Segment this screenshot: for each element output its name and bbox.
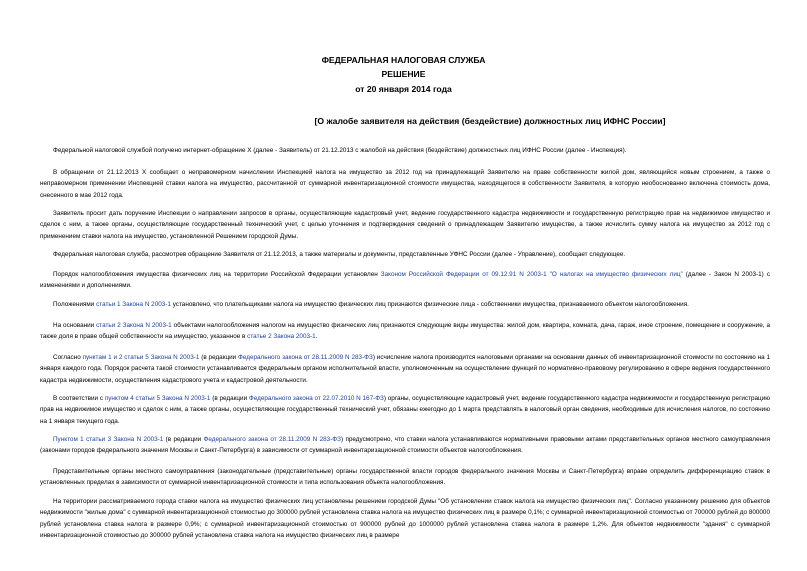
paragraph-text: . xyxy=(315,333,318,341)
paragraph: В обращении от 21.12.2013 Х сообщает о неправомерном начислении Инспекцией налога на имущество за 2012 год на принадлежащий Заявителю на праве собственности жилой дом, являющийся новым строением, а также о неправомерном применении Инспекцией ставки налога на имущество, рассчитанной от суммарной инвентаризационной стоимости имущества, находящегося в собственности Заявителя, в которую необоснованно включена стоимость дома, снесенного в мае 2012 года. xyxy=(40,169,770,199)
paragraph-text: В соответствии с xyxy=(53,395,105,402)
paragraph xyxy=(40,269,770,292)
paragraph-text: (в редакции xyxy=(163,436,204,443)
article-5-p1-2-link[interactable]: пунктам 1 и 2 статьи 5 Закона N 2003-1 xyxy=(82,354,200,361)
paragraph-text: (в редакции xyxy=(210,395,249,402)
article-3-p1-link[interactable]: Пунктом 1 статьи 3 Закона N 2003-1 xyxy=(53,436,164,443)
paragraph-text: ) предусмотрено, что ставки налога устанавливаются нормативными правовыми актами представительных органов местного самоуправления (законами городов федерального значения Москвы и Санкт-Петербурга) в зависимости от суммарной инвентаризационной стоимости объектов налогообложения. xyxy=(40,436,771,455)
article-1-link[interactable]: статьи 1 Закона N 2003-1 xyxy=(96,301,171,308)
paragraph-text: установлено, что плательщиками налога на имущество физических лиц признаются физические лица - собственники имущества, признаваемого объектом налогообложения. xyxy=(170,301,689,308)
article-2-link[interactable]: статьи 2 Закона N 2003-1 xyxy=(96,322,172,329)
paragraph xyxy=(40,352,770,386)
paragraph-text: объектами налогообложения налогом на имущество физических лиц признаются следующие виды имущества: жилой дом, квартира, комната, дача, гараж, иное строение, помещение и сооружение, а также доля в праве общей собственности на имущество, указанное в xyxy=(40,322,770,341)
paragraph xyxy=(40,393,770,427)
paragraph xyxy=(40,434,770,457)
paragraph-text: Положениями xyxy=(53,301,97,308)
paragraph-text: (далее - Закон N 2003-1) с изменениями и дополнениями. xyxy=(40,271,770,290)
article-5-p4-link[interactable]: пунктом 4 статьи 5 Закона N 2003-1 xyxy=(104,395,211,402)
doc-type: РЕШЕНИЕ xyxy=(381,69,426,79)
agency-name: ФЕДЕРАЛЬНАЯ НАЛОГОВАЯ СЛУЖБА xyxy=(321,55,486,65)
paragraph xyxy=(40,299,770,310)
paragraph-text: ) исчисление налога производится налоговыми органами на основании данных об инвентаризационной стоимости по состоянию на 1 января каждого года. Порядок расчета такой стоимости устанавливается федеральным органом исполнительной власти, уполномоченным на осуществление функций по нормативно-правовому регулированию в сфере ведения государственного кадастра недвижимости, осуществления кадастрового учета и кадастровой деятельности. xyxy=(40,354,770,384)
federal-law-283-fz-link-2[interactable]: Федерального закона от 28.11.2009 N 283-ФЗ xyxy=(203,436,341,443)
federal-law-167-fz-link[interactable]: Федерального закона от 22.07.2010 N 167-ФЗ xyxy=(248,395,384,402)
paragraph-text: (в редакции xyxy=(199,354,239,361)
article-2-law-2003-1-link[interactable]: статье 2 Закона 2003-1 xyxy=(247,333,316,341)
paragraph: Представительные органы местного самоуправления (законодательные (представительные) органы государственной власти городов федерального значения Москвы и Санкт-Петербурга) вправе определить дифференциацию ставок в установленных пределах в зависимости от суммарной инвентаризационной стоимости и типа использования объекта налогообложения. xyxy=(40,468,770,487)
law-2003-1-link[interactable]: Законом Российской Федерации от 09.12.91 N 2003-1 "О налогах на имущество физических лиц" xyxy=(380,271,683,278)
doc-title: [О жалобе заявителя на действия (бездействие) должностных лиц ИФНС России] xyxy=(314,116,666,126)
paragraph-text: ) органы, осуществляющие кадастровый учет, ведение государственного кадастра недвижимости и государственную регистрацию прав на недвижимое имущество и сделок с ним, а также органы, осуществляющие государственный технический учет, обязаны ежегодно до 1 марта представлять в налоговый орган сведения, необходимые для исчисления налогов, по состоянию на 1 января текущего года. xyxy=(40,395,770,425)
federal-law-283-fz-link[interactable]: Федерального закона от 28.11.2009 N 283-ФЗ xyxy=(238,354,373,361)
doc-date: от 20 января 2014 года xyxy=(355,84,452,94)
paragraph-text: Порядок налогообложения имущества физических лиц на территории Российской Федерации установлен xyxy=(53,271,381,278)
paragraph: На территории рассматриваемого города ставки налога на имущество физических лиц установлены решением городской Думы "Об установлении ставок налога на имущество физических лиц". Согласно указанному решению для объектов недвижимости "жилые дома" с суммарной инвентаризационной стоимостью до 300000 рублей установлена ставка налога на имущество физических лиц в размере 0,1%; с суммарной инвентаризационной стоимостью от 700000 рублей до 800000 рублей установлена ставка налога в размере 0,9%; с суммарной инвентаризационной стоимостью от 900000 рублей до 1000000 рублей установлена ставка налога в размере 1,2%. Для объектов недвижимости "здания" с суммарной инвентаризационной стоимостью до 300000 рублей установлена ставка налога на имущество физических лиц в размере xyxy=(40,498,770,539)
paragraph: Федеральная налоговая служба, рассмотрев обращение Заявителя от 21.12.2013, а также материалы и документы, представленные УФНС России (далее - Управление), сообщает следующее. xyxy=(53,251,626,258)
paragraph: Федеральной налоговой службой получено интернет-обращение Х (далее - Заявитель) от 21.12.2013 с жалобой на действия (бездействие) должностных лиц ИФНС России (далее - Инспекция). xyxy=(53,147,627,154)
paragraph-text: На основании xyxy=(53,322,97,329)
paragraph: Заявитель просит дать поручение Инспекции о направлении запросов в органы, осуществляющие кадастровый учет, ведение государственного кадастра недвижимости и государственную регистрацию прав на недвижимое имущество и сделок с ним, а также органы, осуществляющие государственный технический учет, с целью уточнения и подтверждения сведений о принадлежащем Заявителю имуществе, а также исчислить сумму налога на имущество за 2012 год с применением ставки налога на имущество, установленной Решением городской Думы. xyxy=(40,210,770,240)
paragraph xyxy=(40,320,770,343)
paragraph-text: Согласно xyxy=(53,354,83,361)
